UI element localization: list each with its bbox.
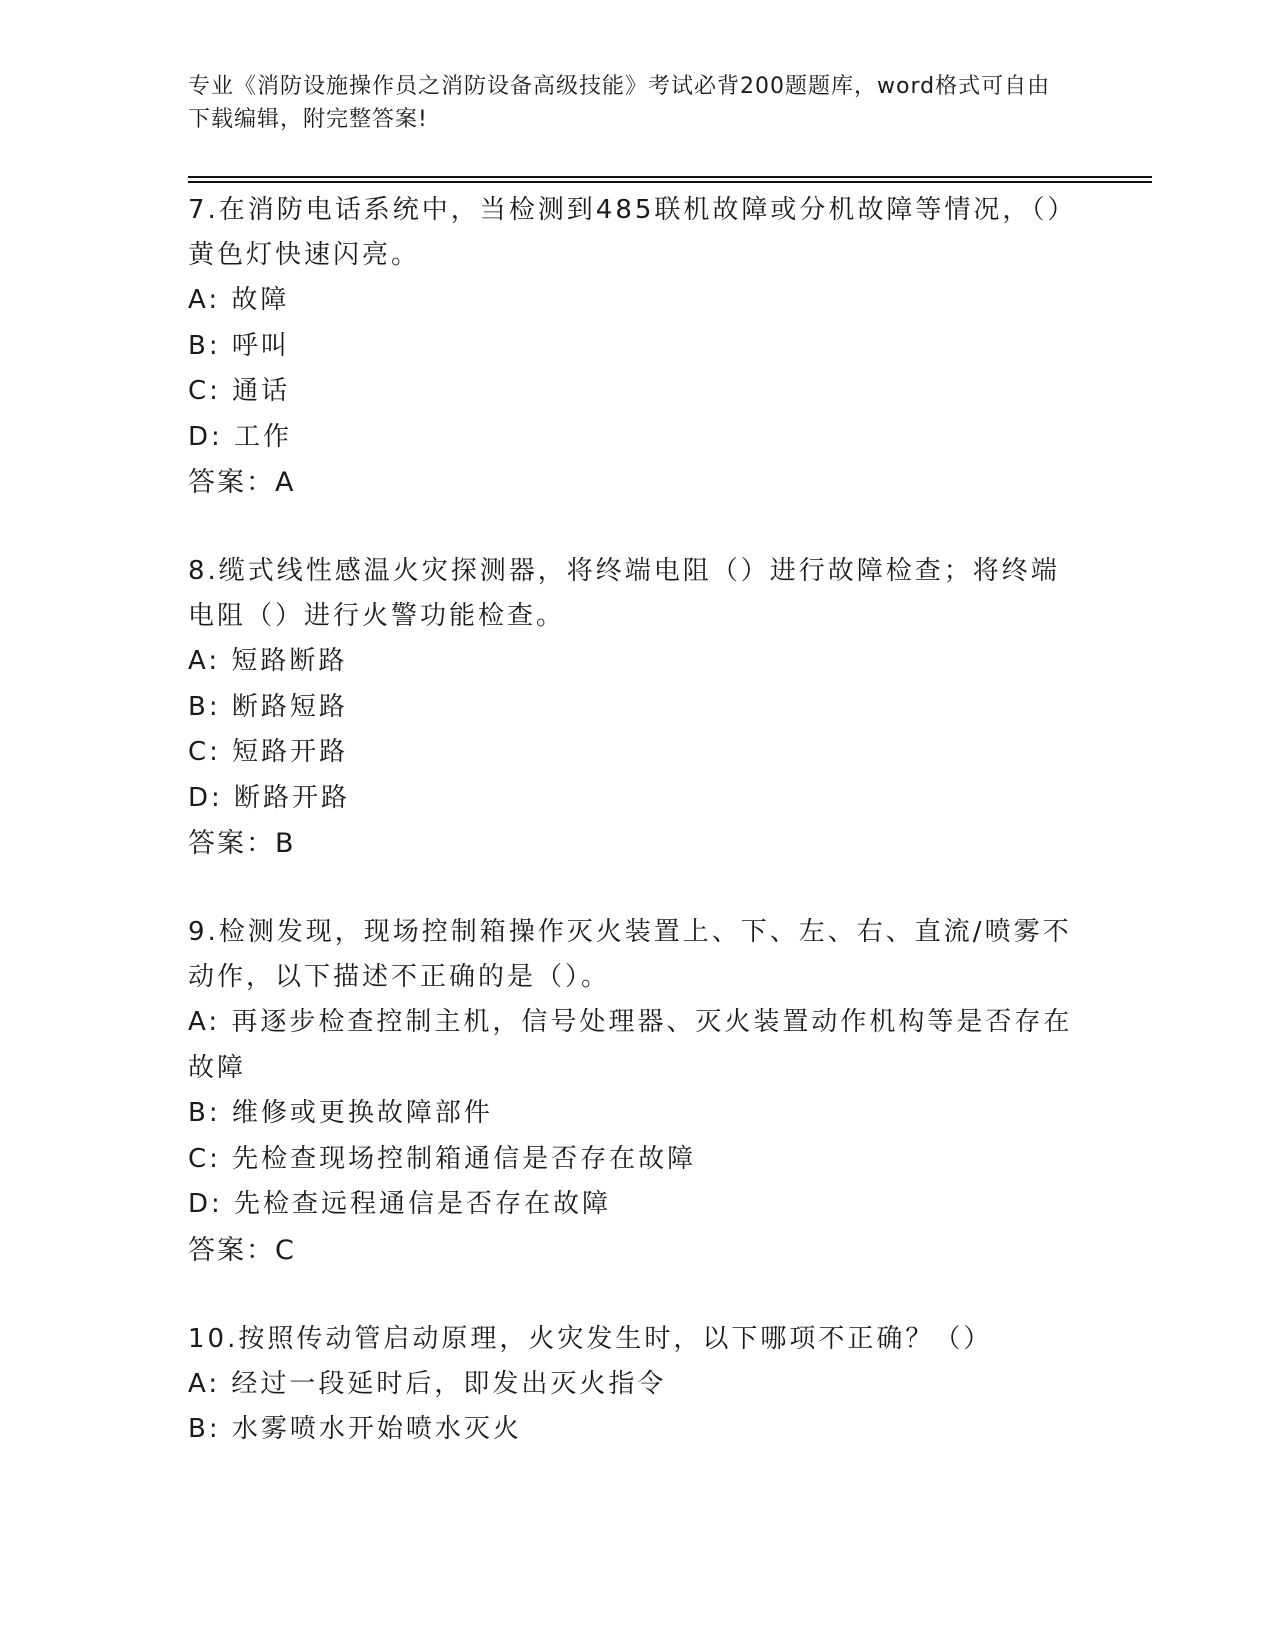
option-c: C: 先检查现场控制箱通信是否存在故障 [188, 1143, 697, 1174]
option-a: A: 经过一段延时后，即发出灭火指令 [188, 1368, 667, 1399]
answer-line: 答案：A [188, 467, 296, 498]
option-b: B: 维修或更换故障部件 [188, 1098, 493, 1128]
option-a: A: 再逐步检查控制主机，信号处理器、灭火装置动作机构等是否存在故障 [188, 1007, 1073, 1083]
option-c: C: 短路开路 [188, 737, 349, 767]
header-divider-bottom [188, 181, 1152, 183]
question-9 [188, 910, 1088, 1273]
option-b: B: 断路短路 [188, 691, 348, 722]
option-d: D: 先检查远程通信是否存在故障 [188, 1189, 612, 1219]
option-b: B: 水雾喷水开始喷水灭火 [188, 1414, 522, 1444]
option-a: A: 故障 [188, 285, 290, 315]
option-d: D: 断路开路 [188, 782, 351, 813]
question-stem: 7.在消防电话系统中，当检测到485联机故障或分机故障等情况，（）黄色灯快速闪亮。 [188, 195, 1077, 270]
question-10 [188, 1317, 1088, 1453]
option-a: A: 短路断路 [188, 646, 348, 676]
header-divider-top [188, 176, 1152, 178]
question-list [188, 188, 1088, 1497]
document-header: 专业《消防设施操作员之消防设备高级技能》考试必背200题题库，word格式可自由下载编辑，附完整答案! [188, 74, 1051, 132]
option-d: D: 工作 [188, 421, 293, 452]
option-c: C: 通话 [188, 376, 291, 406]
question-stem: 8.缆式线性感温火灾探测器，将终端电阻（）进行故障检查；将终端电阻（）进行火警功能检查。 [188, 556, 1060, 631]
option-b: B: 呼叫 [188, 330, 290, 361]
question-7 [188, 188, 1088, 505]
question-8 [188, 549, 1088, 866]
question-stem: 10.按照传动管启动原理，火灾发生时，以下哪项不正确？（） [188, 1323, 993, 1354]
answer-line: 答案：B [188, 828, 296, 859]
question-stem: 9.检测发现，现场控制箱操作灭火装置上、下、左、右、直流/喷雾不动作，以下描述不正确的是（）。 [188, 917, 1072, 992]
answer-line: 答案：C [188, 1234, 296, 1266]
